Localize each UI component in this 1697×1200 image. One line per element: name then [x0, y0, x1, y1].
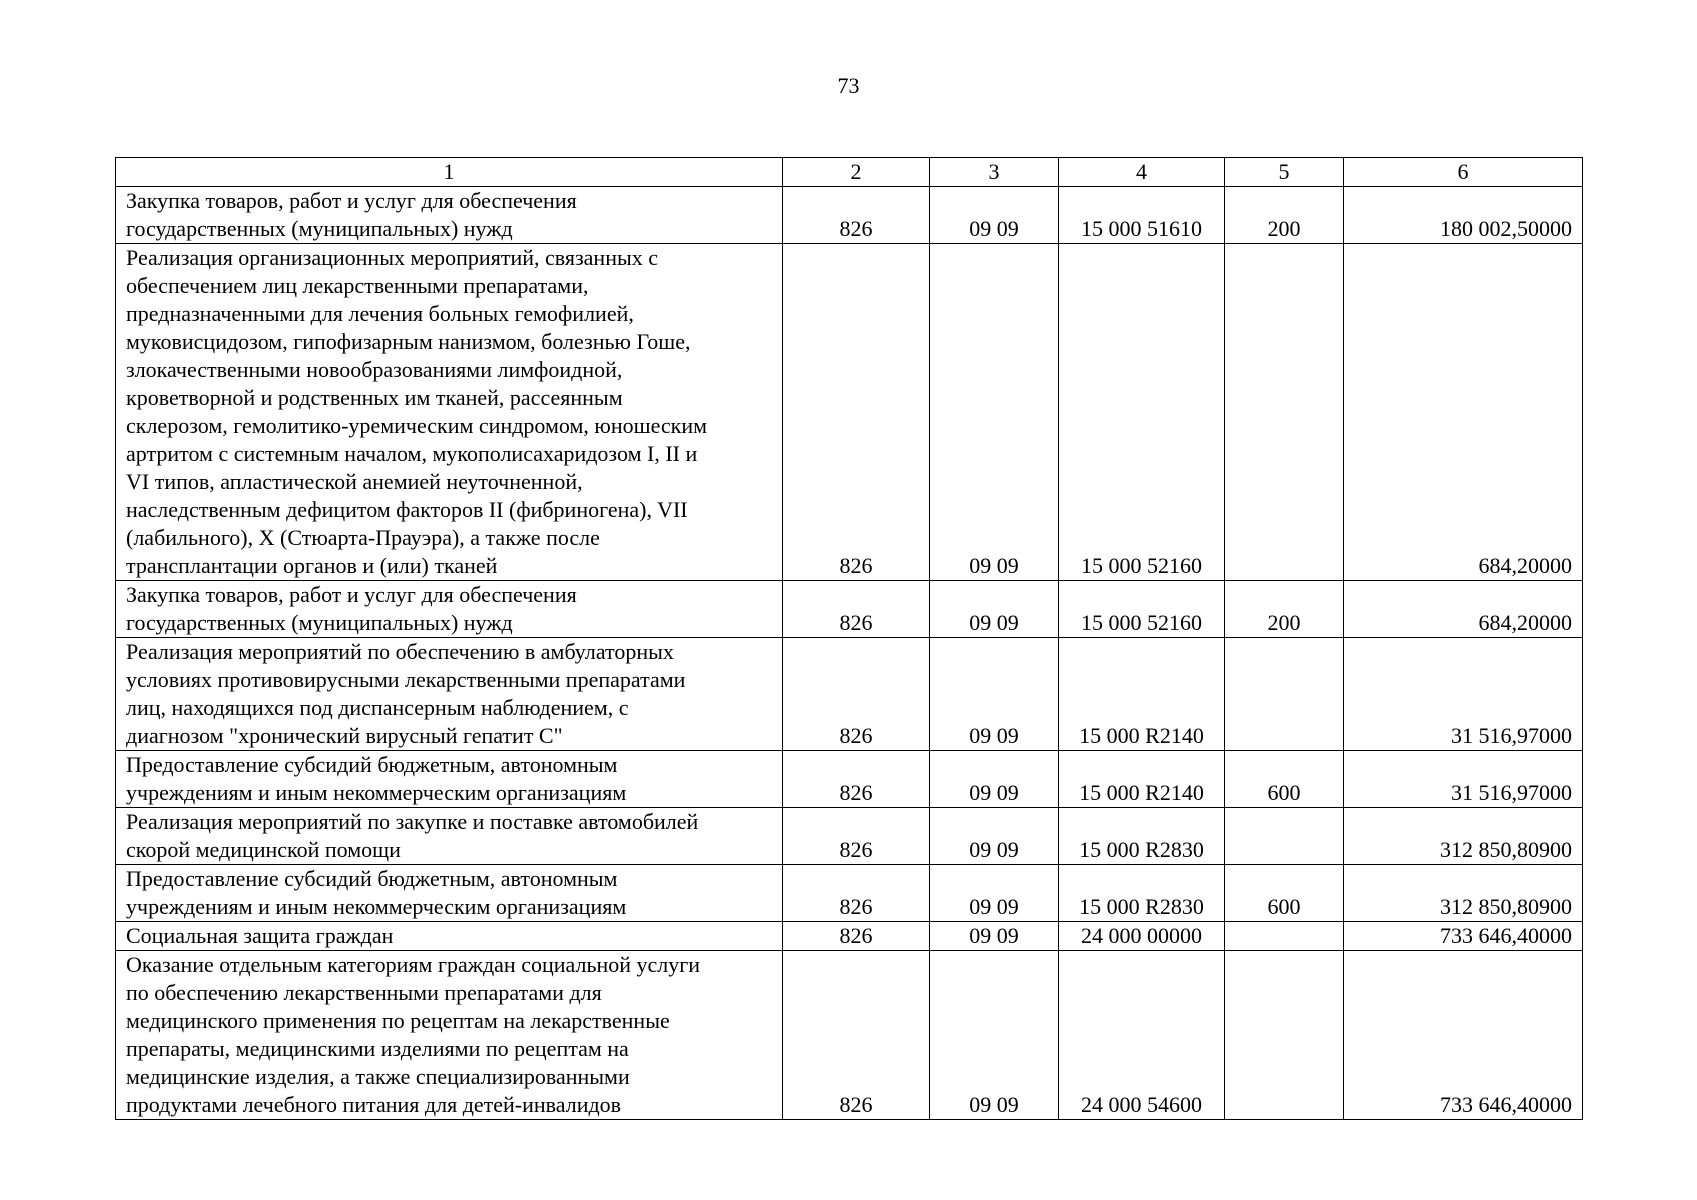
budget-table — [115, 157, 1583, 1120]
section-code: 826 — [783, 244, 930, 581]
table-row — [116, 187, 1583, 244]
description-line: (лабильного), X (Стюарта-Прауэра), а также после — [126, 525, 600, 550]
row-description — [116, 922, 783, 951]
section-code: 826 — [783, 922, 930, 951]
row-description — [116, 187, 783, 244]
description-line: обеспечением лиц лекарственными препаратами, — [126, 273, 589, 298]
row-description — [116, 244, 783, 581]
description-line: злокачественными новообразованиями лимфоидной, — [126, 357, 623, 382]
column-header: 2 — [783, 158, 930, 187]
description-line: артритом с системным началом, мукополисахаридозом I, II и — [126, 441, 698, 466]
expense-type-code — [1225, 951, 1344, 1120]
subsection-code: 09 09 — [930, 638, 1059, 751]
target-article-code: 15 000 51610 — [1059, 187, 1225, 244]
table-row — [116, 751, 1583, 808]
subsection-code: 09 09 — [930, 808, 1059, 865]
description-line: кроветворной и родственных им тканей, рассеянным — [126, 385, 623, 410]
target-article-code: 15 000 52160 — [1059, 581, 1225, 638]
expense-type-code: 600 — [1225, 865, 1344, 922]
subsection-code: 09 09 — [930, 244, 1059, 581]
amount: 31 516,97000 — [1344, 751, 1583, 808]
description-line: Предоставление субсидий бюджетным, автономным — [126, 866, 618, 891]
description-line: диагнозом "хронический вирусный гепатит С" — [126, 723, 563, 748]
section-code: 826 — [783, 638, 930, 751]
description-line: медицинские изделия, а также специализированными — [126, 1064, 630, 1089]
expense-type-code: 200 — [1225, 581, 1344, 638]
description-line: Оказание отдельным категориям граждан социальной услуги — [126, 952, 701, 977]
description-line: препараты, медицинскими изделиями по рецептам на — [126, 1036, 629, 1061]
section-code: 826 — [783, 808, 930, 865]
expense-type-code — [1225, 244, 1344, 581]
description-line: VI типов, апластической анемией неуточненной, — [126, 469, 583, 494]
description-line: предназначенными для лечения больных гемофилией, — [126, 301, 634, 326]
description-line: Реализация организационных мероприятий, связанных с — [126, 245, 659, 270]
description-line: скорой медицинской помощи — [126, 837, 401, 862]
description-line: склерозом, гемолитико-уремическим синдромом, юношеским — [126, 413, 708, 438]
table-row — [116, 808, 1583, 865]
row-description — [116, 638, 783, 751]
subsection-code: 09 09 — [930, 951, 1059, 1120]
page-number: 73 — [837, 73, 860, 98]
description-line: трансплантации органов и (или) тканей — [126, 553, 498, 578]
row-description — [116, 808, 783, 865]
section-code: 826 — [783, 865, 930, 922]
description-line: медицинского применения по рецептам на лекарственные — [126, 1008, 670, 1033]
description-line: продуктами лечебного питания для детей-инвалидов — [126, 1092, 622, 1117]
description-line: Закупка товаров, работ и услуг для обеспечения — [126, 582, 577, 607]
expense-type-code: 600 — [1225, 751, 1344, 808]
description-line: Реализация мероприятий по обеспечению в амбулаторных — [126, 639, 674, 664]
amount: 733 646,40000 — [1344, 922, 1583, 951]
description-line: учреждениям и иным некоммерческим организациям — [126, 894, 627, 919]
table-header-row — [116, 158, 1583, 187]
column-header: 5 — [1225, 158, 1344, 187]
target-article-code: 24 000 00000 — [1059, 922, 1225, 951]
description-line: условиях противовирусными лекарственными препаратами — [126, 667, 686, 692]
row-description — [116, 951, 783, 1120]
description-line: Закупка товаров, работ и услуг для обеспечения — [126, 188, 577, 213]
description-line: муковисцидозом, гипофизарным нанизмом, болезнью Гоше, — [126, 329, 691, 354]
target-article-code: 24 000 54600 — [1059, 951, 1225, 1120]
section-code: 826 — [783, 951, 930, 1120]
target-article-code: 15 000 R2140 — [1059, 638, 1225, 751]
description-line: государственных (муниципальных) нужд — [126, 216, 513, 241]
description-line: государственных (муниципальных) нужд — [126, 610, 513, 635]
expense-type-code: 200 — [1225, 187, 1344, 244]
target-article-code: 15 000 R2140 — [1059, 751, 1225, 808]
description-line: по обеспечению лекарственными препаратами для — [126, 980, 602, 1005]
amount: 733 646,40000 — [1344, 951, 1583, 1120]
target-article-code: 15 000 R2830 — [1059, 808, 1225, 865]
table-row — [116, 244, 1583, 581]
amount: 312 850,80900 — [1344, 808, 1583, 865]
subsection-code: 09 09 — [930, 581, 1059, 638]
table-row — [116, 865, 1583, 922]
table-row — [116, 638, 1583, 751]
expense-type-code — [1225, 638, 1344, 751]
description-line: лиц, находящихся под диспансерным наблюдением, с — [126, 695, 629, 720]
column-header: 1 — [116, 158, 783, 187]
amount: 180 002,50000 — [1344, 187, 1583, 244]
subsection-code: 09 09 — [930, 187, 1059, 244]
table-row — [116, 951, 1583, 1120]
target-article-code: 15 000 52160 — [1059, 244, 1225, 581]
expense-type-code — [1225, 808, 1344, 865]
amount: 684,20000 — [1344, 581, 1583, 638]
section-code: 826 — [783, 581, 930, 638]
section-code: 826 — [783, 187, 930, 244]
table-row — [116, 581, 1583, 638]
subsection-code: 09 09 — [930, 922, 1059, 951]
column-header: 4 — [1059, 158, 1225, 187]
row-description — [116, 581, 783, 638]
subsection-code: 09 09 — [930, 751, 1059, 808]
table-row — [116, 922, 1583, 951]
row-description — [116, 865, 783, 922]
description-line: Социальная защита граждан — [126, 923, 394, 948]
section-code: 826 — [783, 751, 930, 808]
description-line: наследственным дефицитом факторов II (фибриногена), VII — [126, 497, 688, 522]
description-line: учреждениям и иным некоммерческим организациям — [126, 780, 627, 805]
expense-type-code — [1225, 922, 1344, 951]
amount: 684,20000 — [1344, 244, 1583, 581]
description-line: Предоставление субсидий бюджетным, автономным — [126, 752, 618, 777]
column-header: 3 — [930, 158, 1059, 187]
target-article-code: 15 000 R2830 — [1059, 865, 1225, 922]
amount: 312 850,80900 — [1344, 865, 1583, 922]
column-header: 6 — [1344, 158, 1583, 187]
amount: 31 516,97000 — [1344, 638, 1583, 751]
row-description — [116, 751, 783, 808]
subsection-code: 09 09 — [930, 865, 1059, 922]
description-line: Реализация мероприятий по закупке и поставке автомобилей — [126, 809, 699, 834]
